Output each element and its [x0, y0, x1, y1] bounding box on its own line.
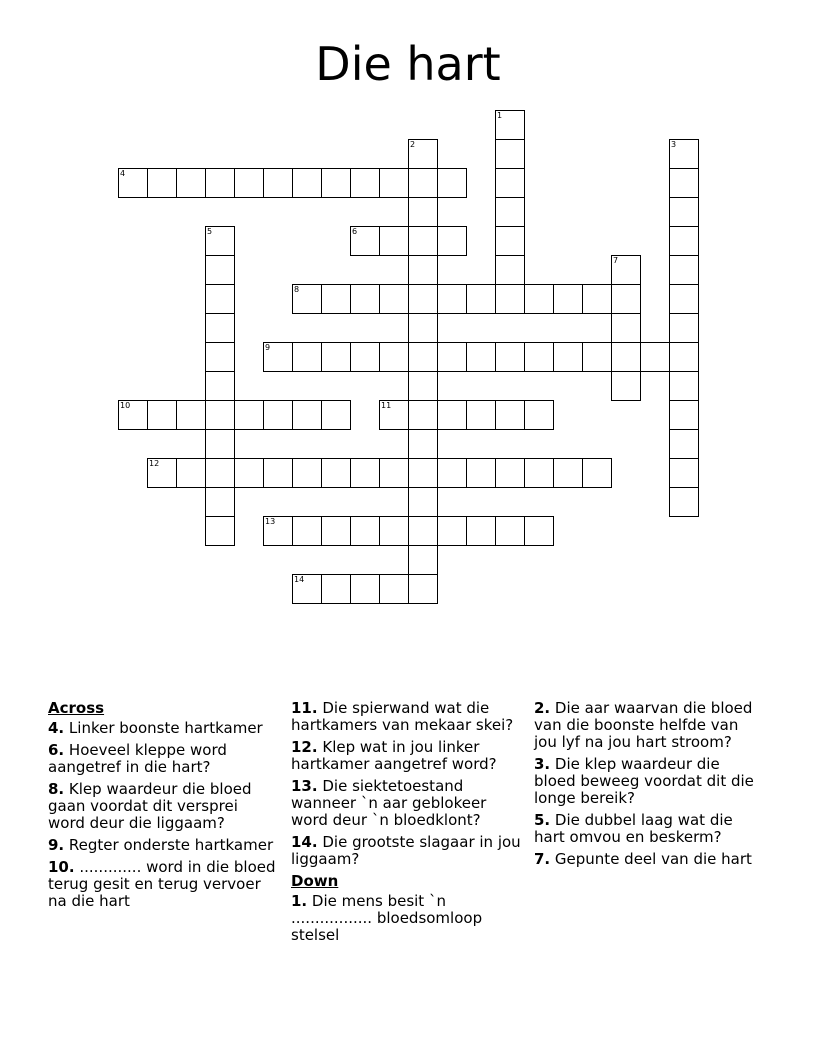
clue-number: 8. — [48, 780, 65, 798]
clue-number: 6. — [48, 741, 65, 759]
cell-number: 14 — [294, 575, 305, 584]
grid-cell[interactable] — [205, 226, 235, 256]
grid-cell[interactable] — [669, 139, 699, 169]
grid-cell[interactable] — [669, 197, 699, 227]
clue-across-8 — [48, 781, 278, 832]
grid-cell[interactable] — [205, 313, 235, 343]
grid-cell[interactable] — [234, 400, 264, 430]
cell-number: 12 — [149, 459, 160, 468]
grid-cell[interactable] — [379, 284, 409, 314]
grid-cell[interactable] — [408, 371, 438, 401]
grid-cell[interactable] — [234, 458, 264, 488]
clue-text: Klep waardeur die bloed gaan voordat dit versprei word deur die liggaam? — [48, 780, 252, 832]
clues-column-2 — [291, 700, 521, 949]
cell-number: 6 — [352, 227, 358, 236]
grid-cell[interactable] — [147, 400, 177, 430]
clue-number: 10. — [48, 858, 75, 876]
grid-cell[interactable] — [408, 574, 438, 604]
clue-across-11 — [291, 700, 521, 734]
grid-cell[interactable] — [408, 516, 438, 546]
grid-cell[interactable] — [553, 342, 583, 372]
grid-cell[interactable] — [466, 516, 496, 546]
clue-across-6 — [48, 742, 278, 776]
clue-text: Die grootste slagaar in jou liggaam? — [291, 833, 521, 868]
cell-number: 9 — [265, 343, 271, 352]
grid-cell[interactable] — [292, 400, 322, 430]
clue-number: 4. — [48, 719, 65, 737]
grid-cell[interactable] — [379, 400, 409, 430]
across-heading: Across — [48, 699, 105, 717]
clue-across-10 — [48, 859, 278, 910]
grid-cell[interactable] — [611, 313, 641, 343]
grid-cell[interactable] — [408, 313, 438, 343]
cell-number: 7 — [613, 256, 619, 265]
grid-cell[interactable] — [495, 168, 525, 198]
grid-cell[interactable] — [437, 342, 467, 372]
grid-cell[interactable] — [582, 342, 612, 372]
grid-cell[interactable] — [292, 342, 322, 372]
grid-cell[interactable] — [524, 284, 554, 314]
clue-across-12 — [291, 739, 521, 773]
grid-cell[interactable] — [292, 284, 322, 314]
grid-cell[interactable] — [321, 284, 351, 314]
clue-number: 13. — [291, 777, 318, 795]
grid-cell[interactable] — [669, 400, 699, 430]
grid-cell[interactable] — [408, 545, 438, 575]
grid-cell[interactable] — [495, 516, 525, 546]
grid-cell[interactable] — [147, 458, 177, 488]
clue-across-9 — [48, 837, 278, 854]
clue-text: Die spierwand wat die hartkamers van mekaar skei? — [291, 699, 514, 734]
grid-cell[interactable] — [466, 400, 496, 430]
grid-cell[interactable] — [176, 168, 206, 198]
grid-cell[interactable] — [466, 342, 496, 372]
clue-number: 3. — [534, 755, 551, 773]
grid-cell[interactable] — [292, 574, 322, 604]
cell-number: 11 — [381, 401, 392, 410]
grid-cell[interactable] — [321, 400, 351, 430]
grid-cell[interactable] — [582, 284, 612, 314]
clues-column-1 — [48, 700, 278, 915]
grid-cell[interactable] — [669, 429, 699, 459]
grid-cell[interactable] — [495, 197, 525, 227]
clue-text: Linker boonste hartkamer — [68, 719, 263, 737]
grid-cell[interactable] — [437, 284, 467, 314]
grid-cell[interactable] — [669, 284, 699, 314]
grid-cell[interactable] — [524, 400, 554, 430]
grid-cell[interactable] — [495, 284, 525, 314]
grid-cell[interactable] — [205, 255, 235, 285]
grid-cell[interactable] — [350, 574, 380, 604]
grid-cell[interactable] — [408, 400, 438, 430]
grid-cell[interactable] — [669, 342, 699, 372]
cell-number: 3 — [671, 140, 677, 149]
grid-cell[interactable] — [408, 255, 438, 285]
grid-cell[interactable] — [524, 458, 554, 488]
grid-cell[interactable] — [379, 516, 409, 546]
grid-cell[interactable] — [466, 458, 496, 488]
cell-number: 10 — [120, 401, 131, 410]
cell-number: 2 — [410, 140, 416, 149]
grid-cell[interactable] — [205, 516, 235, 546]
grid-cell[interactable] — [669, 313, 699, 343]
clue-number: 12. — [291, 738, 318, 756]
grid-cell[interactable] — [263, 400, 293, 430]
grid-cell[interactable] — [495, 139, 525, 169]
grid-cell[interactable] — [321, 342, 351, 372]
clue-number: 11. — [291, 699, 318, 717]
clues-column-3 — [534, 700, 764, 873]
grid-cell[interactable] — [611, 255, 641, 285]
grid-cell[interactable] — [553, 458, 583, 488]
grid-cell[interactable] — [408, 284, 438, 314]
grid-cell[interactable] — [205, 487, 235, 517]
grid-cell[interactable] — [437, 458, 467, 488]
grid-cell[interactable] — [263, 458, 293, 488]
clue-down-3 — [534, 756, 764, 807]
clue-down-5 — [534, 812, 764, 846]
grid-cell[interactable] — [611, 284, 641, 314]
clue-number: 5. — [534, 811, 551, 829]
grid-cell[interactable] — [669, 168, 699, 198]
grid-cell[interactable] — [350, 342, 380, 372]
grid-cell[interactable] — [408, 139, 438, 169]
grid-cell[interactable] — [205, 429, 235, 459]
grid-cell[interactable] — [292, 458, 322, 488]
grid-cell[interactable] — [350, 516, 380, 546]
grid-cell[interactable] — [379, 342, 409, 372]
grid-cell[interactable] — [408, 168, 438, 198]
grid-cell[interactable] — [292, 168, 322, 198]
clue-text: Die mens besit `n ................. bloedsomloop stelsel — [291, 892, 483, 944]
grid-cell[interactable] — [437, 168, 467, 198]
grid-cell[interactable] — [524, 342, 554, 372]
grid-cell[interactable] — [379, 168, 409, 198]
grid-cell[interactable] — [495, 110, 525, 140]
grid-cell[interactable] — [176, 458, 206, 488]
clue-text: Klep wat in jou linker hartkamer aangetref word? — [291, 738, 497, 773]
clue-down-2 — [534, 700, 764, 751]
clue-number: 9. — [48, 836, 65, 854]
clue-number: 1. — [291, 892, 308, 910]
clue-number: 7. — [534, 850, 551, 868]
grid-cell[interactable] — [437, 400, 467, 430]
grid-cell[interactable] — [640, 342, 670, 372]
page-title: Die hart — [315, 37, 501, 91]
grid-cell[interactable] — [321, 458, 351, 488]
grid-cell[interactable] — [379, 458, 409, 488]
grid-cell[interactable] — [495, 458, 525, 488]
cell-number: 13 — [265, 517, 276, 526]
clue-text: Die klep waardeur die bloed beweeg voordat dit die longe bereik? — [534, 755, 754, 807]
grid-cell[interactable] — [669, 255, 699, 285]
grid-cell[interactable] — [118, 400, 148, 430]
clue-down-7 — [534, 851, 764, 868]
grid-cell[interactable] — [611, 371, 641, 401]
grid-cell[interactable] — [582, 458, 612, 488]
cell-number: 5 — [207, 227, 213, 236]
grid-cell[interactable] — [205, 400, 235, 430]
cell-number: 8 — [294, 285, 300, 294]
grid-cell[interactable] — [669, 371, 699, 401]
grid-cell[interactable] — [147, 168, 177, 198]
grid-cell[interactable] — [350, 226, 380, 256]
grid-cell[interactable] — [669, 487, 699, 517]
clue-across-13 — [291, 778, 521, 829]
grid-cell[interactable] — [408, 429, 438, 459]
grid-cell[interactable] — [205, 458, 235, 488]
grid-cell[interactable] — [495, 226, 525, 256]
grid-cell[interactable] — [205, 342, 235, 372]
grid-cell[interactable] — [524, 516, 554, 546]
grid-cell[interactable] — [495, 400, 525, 430]
clue-number: 2. — [534, 699, 551, 717]
grid-cell[interactable] — [408, 197, 438, 227]
grid-cell[interactable] — [205, 371, 235, 401]
clue-text: Die dubbel laag wat die hart omvou en beskerm? — [534, 811, 733, 846]
grid-cell[interactable] — [669, 226, 699, 256]
grid-cell[interactable] — [437, 226, 467, 256]
grid-cell[interactable] — [118, 168, 148, 198]
grid-cell[interactable] — [611, 342, 641, 372]
clue-across-4 — [48, 720, 278, 737]
grid-cell[interactable] — [495, 342, 525, 372]
grid-cell[interactable] — [292, 516, 322, 546]
grid-cell[interactable] — [408, 487, 438, 517]
clue-text: ............. word in die bloed terug gesit en terug vervoer na die hart — [48, 858, 276, 910]
grid-cell[interactable] — [437, 516, 467, 546]
grid-cell[interactable] — [379, 226, 409, 256]
grid-cell[interactable] — [379, 574, 409, 604]
down-heading: Down — [291, 872, 339, 890]
cell-number: 4 — [120, 169, 126, 178]
clue-text: Regter onderste hartkamer — [68, 836, 274, 854]
clue-number: 14. — [291, 833, 318, 851]
grid-cell[interactable] — [321, 574, 351, 604]
grid-cell[interactable] — [176, 400, 206, 430]
grid-cell[interactable] — [263, 342, 293, 372]
clue-text: Hoeveel kleppe word aangetref in die hart? — [48, 741, 227, 776]
grid-cell[interactable] — [263, 516, 293, 546]
grid-cell[interactable] — [495, 255, 525, 285]
clue-across-14 — [291, 834, 521, 868]
grid-cell[interactable] — [205, 168, 235, 198]
grid-cell[interactable] — [350, 458, 380, 488]
grid-cell[interactable] — [553, 284, 583, 314]
grid-cell[interactable] — [350, 284, 380, 314]
grid-cell[interactable] — [350, 168, 380, 198]
grid-cell[interactable] — [408, 342, 438, 372]
grid-cell[interactable] — [321, 168, 351, 198]
clue-text: Die siektetoestand wanneer `n aar geblokeer word deur `n bloedklont? — [291, 777, 487, 829]
grid-cell[interactable] — [466, 284, 496, 314]
grid-cell[interactable] — [205, 284, 235, 314]
grid-cell[interactable] — [234, 168, 264, 198]
clue-down-1 — [291, 893, 521, 944]
grid-cell[interactable] — [263, 168, 293, 198]
clue-text: Die aar waarvan die bloed van die boonste helfde van jou lyf na jou hart stroom? — [534, 699, 753, 751]
clue-text: Gepunte deel van die hart — [554, 850, 752, 868]
grid-cell[interactable] — [408, 226, 438, 256]
grid-cell[interactable] — [669, 458, 699, 488]
grid-cell[interactable] — [321, 516, 351, 546]
grid-cell[interactable] — [408, 458, 438, 488]
cell-number: 1 — [497, 111, 503, 120]
